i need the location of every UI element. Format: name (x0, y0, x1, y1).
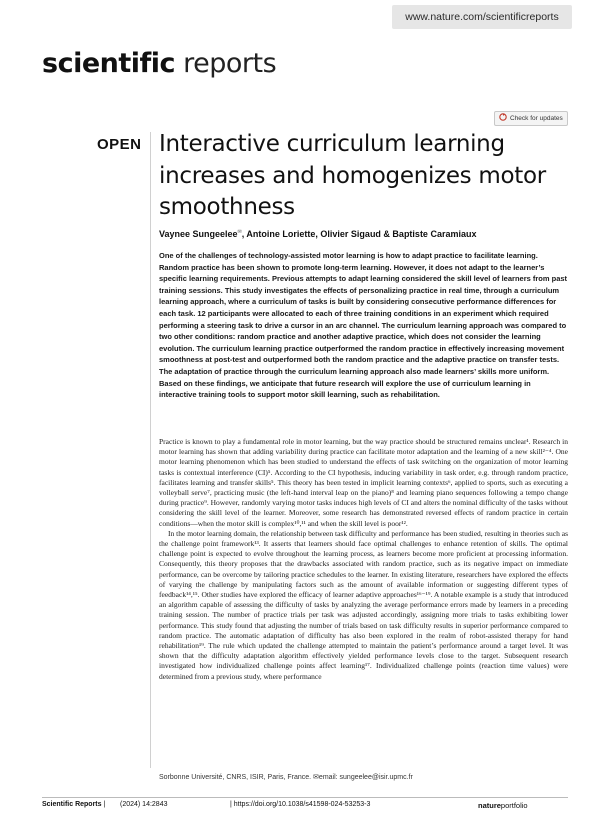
affiliation-note: Sorbonne Université, CNRS, ISIR, Paris, France. ✉email: sungeelee@isir.upmc.fr (159, 774, 413, 781)
email-icon[interactable]: ✉ (237, 229, 242, 235)
publisher-logo: natureportfolio (478, 801, 528, 810)
abstract: One of the challenges of technology-assisted motor learning is how to adapt practice to facilitate learning. Random practice has been shown to promote long-term learning. However, it does not adapt to the learner’s specific learning requirements. Previous attempts to adapt learning considered the skill level of learners from past training sessions. This study investigates the effects of personalizing practice in real time, through a curriculum learning approach, where a curriculum of tasks is built by considering consecutive performance differences for each task. 12 participants were allocated to each of three training conditions in an experiment which required performing a steering task to drive a cursor in an arc channel. The curriculum learning approach was compared to two other conditions: random practice and another adaptive practice, which does not consider the learning evolution. The curriculum learning practice outperformed the random practice in effectively increasing movement smoothness at post-test and outperformed both the random practice and the adaptive practice on transfer tests. The adaptation of practice through the curriculum learning approach also made learners’ skills more uniform. Based on these findings, we anticipate that future research will explore the use of curriculum learning in interactive training tools to support motor skill learning, such as rehabilitation. (159, 251, 568, 400)
footer-citation: (2024) 14:2843 (120, 801, 168, 808)
body-paragraph: Practice is known to play a fundamental role in motor learning, but the way practice should be structured remains unclear¹. Research in motor learning has shown that adding variability during practice can facilitate motor adaptation and the learning of a new skill²⁻⁴. One motor learning phenomenon which has been studied to understand the effects of task switching on the organization of motor learning tasks is contextual interference (CI)⁵. According to the CI hypothesis, inducing variability in task order, e.g. through random practice, facilitates learning and transfer skills⁵. This theory has been tested in implicit learning contexts⁶, applied to sports, such as executing a volleyball serve⁷, practicing music (the left-hand interval leap on the piano)⁸ and learning piano sequences following a tempo change during practice⁹. However, randomly varying motor tasks induces high levels of CI and alters the nominal difficulty of the tasks without considering the skill level of the learner. Moreover, some research has demonstrated reversed effects of random practice in certain conditions—when the motor skill is complex¹⁰,¹¹ and when the skill level is poor¹². (159, 437, 568, 528)
article-title: Interactive curriculum learning increases and homogenizes motor smoothness (159, 131, 546, 220)
footer-journal: Scientific Reports | (42, 801, 106, 808)
journal-logo (42, 48, 276, 79)
check-for-updates-label: Check for updates (510, 115, 563, 122)
author-names: , Antoine Loriette, Olivier Sigaud & Baptiste Caramiaux (241, 229, 477, 239)
page-footer (42, 801, 568, 813)
author-list (159, 229, 476, 239)
refresh-icon (499, 113, 507, 121)
open-access-label: OPEN (97, 136, 142, 153)
journal-logo-bold: scientific (42, 48, 176, 79)
footer-divider (42, 797, 568, 798)
author-name[interactable]: Vaynee Sungeelee (159, 229, 238, 239)
journal-url-banner[interactable]: www.nature.com/scientificreports (392, 5, 572, 29)
article-body (159, 437, 568, 682)
check-for-updates-button[interactable] (494, 111, 568, 126)
footer-doi-link[interactable]: | https://doi.org/10.1038/s41598-024-53253-3 (230, 801, 371, 808)
journal-logo-light: reports (175, 48, 277, 79)
column-divider (150, 132, 151, 768)
body-paragraph: In the motor learning domain, the relationship between task difficulty and performance has been studied, resulting in theories such as the challenge point framework¹³. It asserts that learners should face optimal challenges to enhance retention of skills. The optimal challenge point is expected to evolve throughout the learning process, as learners become more proficient at processing information. Consequently, this theory proposes that the drawbacks associated with random practice, such as its negative impact on immediate performance, can be overcome by tailoring practice schedules to the learner. In existing literature, researchers have explored the effects of varying the challenge by manipulating factors such as the amount of available information or suggesting different types of feedback¹⁴,¹⁵. Other studies have explored the efficacy of learner adaptive approaches¹⁶⁻¹⁹. A notable example is a study that introduced an algorithm capable of assessing the difficulty of tasks by analyzing the average performance errors made by learners in a preceding training session. The number of practice trials per task was adjusted accordingly, assigning more trials to tasks exhibiting lower performance. This study found that adjusting the number of trials based on task difficulty results in superior performance compared to random practice. The automatic adaptation of difficulty has also been explored in the realm of robot-assisted therapy for hand rehabilitation¹⁹. The rule which updated the challenge attempted to maintain the patient’s performance around a target level. It was shown that the difficulty adaptation algorithm effectively yielded performance levels close to the target. Subsequent research investigated how individualized challenge points affect learning¹⁷. Individualized challenge points (reaction time values) were determined from a previous study, where performance (159, 528, 568, 681)
